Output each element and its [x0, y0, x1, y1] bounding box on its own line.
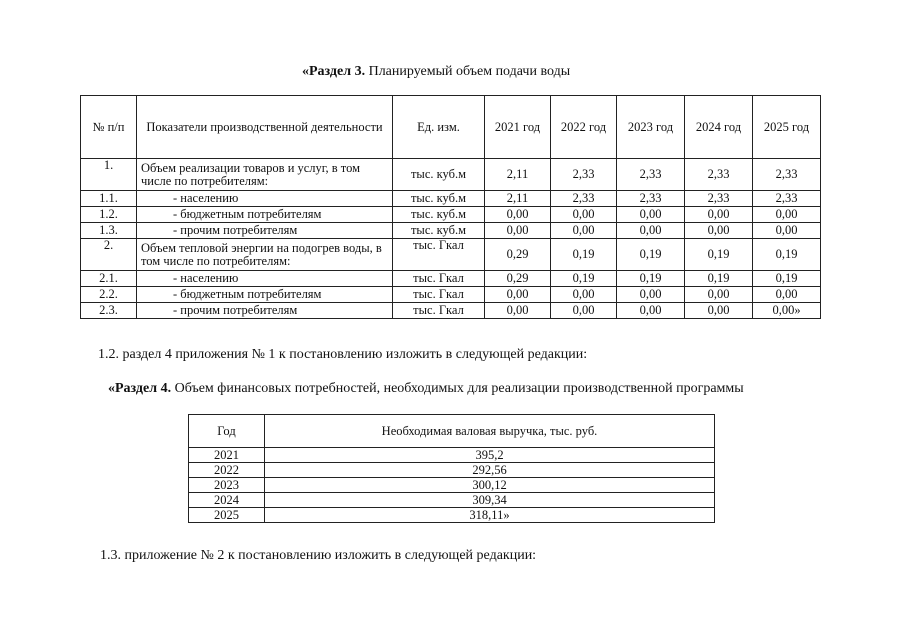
row-name: - бюджетным потребителям — [137, 287, 393, 303]
row-value: 2,33 — [753, 191, 821, 207]
row-name: - бюджетным потребителям — [137, 207, 393, 223]
section-3-title-rest: Планируемый объем подачи воды — [365, 64, 571, 79]
row-name: - населению — [137, 191, 393, 207]
row-unit: тыс. куб.м — [393, 159, 485, 191]
row-unit: тыс. Гкал — [393, 239, 485, 271]
row-value: 0,19 — [753, 271, 821, 287]
row-value: 0,00 — [617, 303, 685, 319]
row-value: 318,11» — [265, 508, 715, 523]
row-value: 0,00 — [485, 223, 551, 239]
row-name: Объем реализации товаров и услуг, в том числе по потребителям: — [137, 159, 393, 191]
row-name: - населению — [137, 271, 393, 287]
header-cell: 2024 год — [685, 96, 753, 159]
row-unit: тыс. Гкал — [393, 303, 485, 319]
header-cell: Год — [189, 415, 265, 448]
row-year: 2024 — [189, 493, 265, 508]
section-4-title-bold: «Раздел 4. — [108, 381, 172, 396]
table-row — [189, 463, 715, 478]
row-value: 0,00 — [617, 207, 685, 223]
row-unit: тыс. куб.м — [393, 191, 485, 207]
row-number: 2.2. — [81, 287, 137, 303]
paragraph-1-2: 1.2. раздел 4 приложения № 1 к постановлению изложить в следующей редакции: — [98, 347, 588, 362]
financial-needs-table — [188, 414, 715, 523]
row-value: 0,00 — [685, 207, 753, 223]
row-value: 395,2 — [265, 448, 715, 463]
header-cell: Ед. изм. — [393, 96, 485, 159]
header-cell: 2023 год — [617, 96, 685, 159]
table-row — [81, 191, 821, 207]
row-year: 2021 — [189, 448, 265, 463]
row-number: 2.1. — [81, 271, 137, 287]
row-value: 0,00 — [551, 303, 617, 319]
row-value: 0,29 — [485, 271, 551, 287]
row-value: 0,00 — [485, 287, 551, 303]
row-value: 0,19 — [551, 271, 617, 287]
row-value: 2,33 — [685, 159, 753, 191]
row-value: 0,19 — [685, 271, 753, 287]
row-number: 2. — [81, 239, 137, 271]
row-year: 2025 — [189, 508, 265, 523]
row-value: 0,00 — [685, 303, 753, 319]
header-cell: 2025 год — [753, 96, 821, 159]
row-value: 0,00 — [617, 287, 685, 303]
section-3-title-bold: «Раздел 3. — [302, 64, 366, 79]
row-value: 0,19 — [551, 239, 617, 271]
row-value: 292,56 — [265, 463, 715, 478]
header-cell: Необходимая валовая выручка, тыс. руб. — [265, 415, 715, 448]
table-row — [81, 239, 821, 271]
row-unit: тыс. куб.м — [393, 207, 485, 223]
table-row — [81, 223, 821, 239]
row-value: 0,00 — [551, 207, 617, 223]
row-number: 2.3. — [81, 303, 137, 319]
row-value: 0,00 — [617, 223, 685, 239]
header-cell: 2021 год — [485, 96, 551, 159]
section-4-title-rest: Объем финансовых потребностей, необходимых для реализации производственной программы — [171, 381, 744, 396]
row-value: 2,33 — [685, 191, 753, 207]
row-value: 0,00 — [551, 287, 617, 303]
row-year: 2023 — [189, 478, 265, 493]
row-name: - прочим потребителям — [137, 223, 393, 239]
row-value: 0,00 — [485, 303, 551, 319]
table-header-row — [81, 96, 821, 159]
row-value: 2,11 — [485, 191, 551, 207]
row-value: 0,00» — [753, 303, 821, 319]
row-value: 309,34 — [265, 493, 715, 508]
row-number: 1.1. — [81, 191, 137, 207]
row-value: 2,33 — [753, 159, 821, 191]
row-value: 0,00 — [753, 287, 821, 303]
row-value: 0,19 — [617, 271, 685, 287]
row-value: 2,11 — [485, 159, 551, 191]
table-row — [81, 271, 821, 287]
row-value: 0,19 — [617, 239, 685, 271]
row-value: 2,33 — [617, 159, 685, 191]
table-row — [81, 159, 821, 191]
water-supply-table — [80, 95, 821, 319]
row-value: 2,33 — [551, 159, 617, 191]
row-unit: тыс. куб.м — [393, 223, 485, 239]
row-value: 0,00 — [685, 223, 753, 239]
row-number: 1.3. — [81, 223, 137, 239]
table-row — [81, 303, 821, 319]
row-number: 1.2. — [81, 207, 137, 223]
table-row — [81, 287, 821, 303]
row-value: 0,00 — [753, 207, 821, 223]
row-value: 0,19 — [753, 239, 821, 271]
row-value: 0,00 — [485, 207, 551, 223]
section-3-title — [0, 64, 905, 80]
table-row — [81, 207, 821, 223]
row-unit: тыс. Гкал — [393, 271, 485, 287]
row-value: 300,12 — [265, 478, 715, 493]
header-cell: 2022 год — [551, 96, 617, 159]
row-value: 2,33 — [551, 191, 617, 207]
row-value: 0,29 — [485, 239, 551, 271]
row-year: 2022 — [189, 463, 265, 478]
row-number: 1. — [81, 159, 137, 191]
row-name: - прочим потребителям — [137, 303, 393, 319]
row-name: Объем тепловой энергии на подогрев воды, в том числе по потребителям: — [137, 239, 393, 271]
table-header-row — [189, 415, 715, 448]
table-row — [189, 508, 715, 523]
table-row — [189, 478, 715, 493]
row-value: 0,19 — [685, 239, 753, 271]
row-value: 0,00 — [551, 223, 617, 239]
table-row — [189, 448, 715, 463]
row-value: 2,33 — [617, 191, 685, 207]
row-value: 0,00 — [685, 287, 753, 303]
section-4-title — [0, 381, 905, 397]
header-cell: Показатели производственной деятельности — [137, 96, 393, 159]
table-row — [189, 493, 715, 508]
row-value: 0,00 — [753, 223, 821, 239]
row-unit: тыс. Гкал — [393, 287, 485, 303]
paragraph-1-3: 1.3. приложение № 2 к постановлению изложить в следующей редакции: — [100, 548, 537, 563]
header-cell: № п/п — [81, 96, 137, 159]
